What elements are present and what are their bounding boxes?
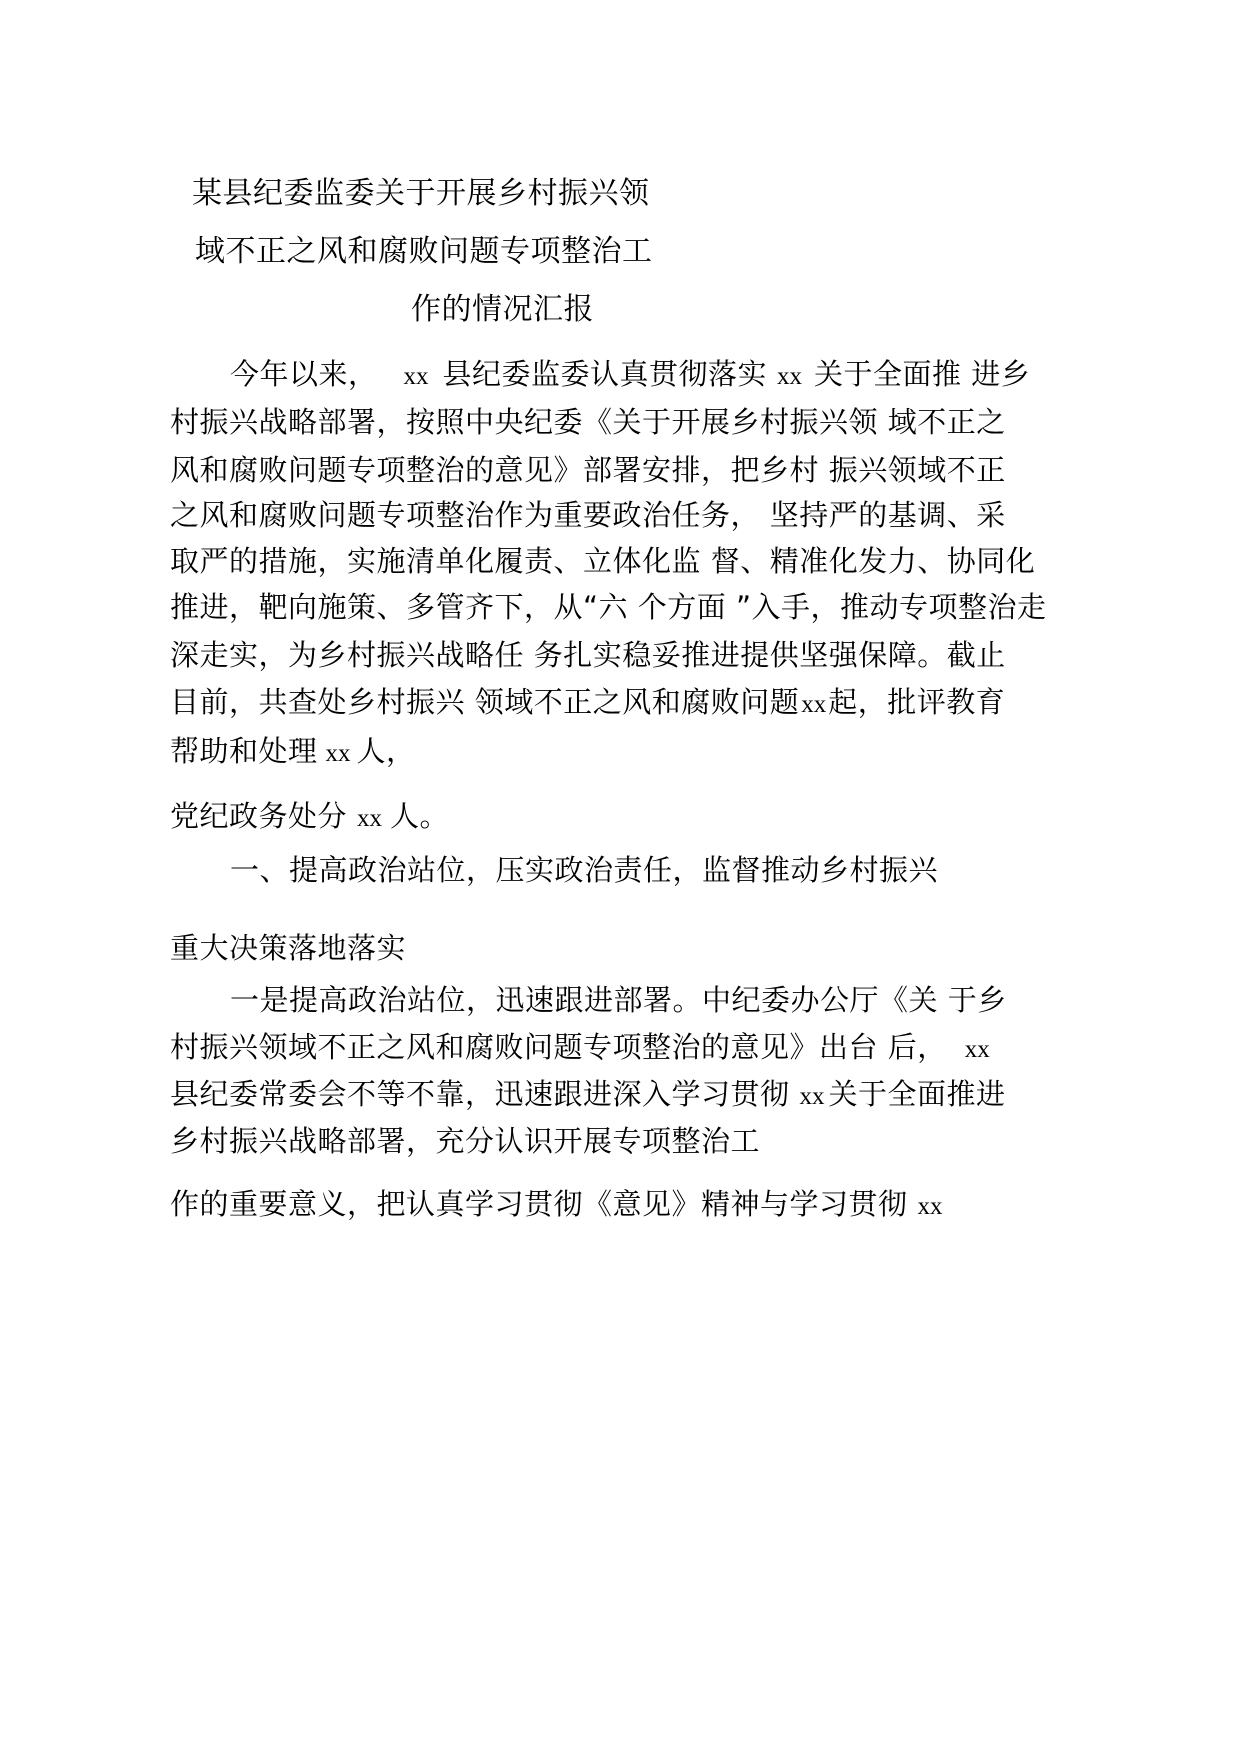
para1-text: 作的重要意义，把认真学习贯彻《意见》精神与学习贯彻 [170,1187,908,1221]
para1-line-2 [170,1029,990,1068]
title-line-3: 作的情况汇报 [411,292,594,327]
intro-line-9 [170,733,416,772]
placeholder-xx: xx [777,363,803,390]
section-heading-line-2: 重大决策落地落实 [170,931,407,965]
intro-line-5: 取严的措施，实施清单化履责、立体化监 督、精准化发力、协同化 [170,544,1036,578]
intro-text: 帮助和处理 [170,734,318,768]
placeholder-xx: xx [357,805,383,832]
intro-text: 关于全面推 进乡 [814,357,1031,391]
para1-text: 县纪委常委会不等不靠，迅速跟进深入学习贯彻 [170,1077,790,1111]
intro-line-6: 推进，靶向施策、多管齐下，从“六 个方面 ”入手，推动专项整治走 [170,590,1047,624]
intro-line-7: 深走实，为乡村振兴战略任 务扎实稳妥推进提供坚强保障。截止 [170,638,1006,672]
para1-line-5 [170,1186,943,1225]
intro-text: 县纪委监委认真贯彻落实 [442,357,768,391]
intro-line-10 [170,798,449,837]
para1-text: 村振兴领域不正之风和腐败问题专项整治的意见》出台 后， [170,1030,947,1064]
intro-line-2: 村振兴战略部署，按照中央纪委《关于开展乡村振兴领 域不正之 [170,405,1006,439]
placeholder-xx: xx [964,1036,990,1063]
intro-line-3: 风和腐败问题专项整治的意见》部署安排，把乡村 振兴领域不正 [170,453,1006,487]
intro-line-4: 之风和腐败问题专项整治作为重要政治任务， 坚持严的基调、采 [170,498,1006,532]
intro-text: 目前，共查处乡村振兴 领域不正之风和腐败问题 [170,685,800,719]
para1-line-1: 一是提高政治站位，迅速跟进部署。中纪委办公厅《关 于乡 [230,983,1007,1017]
placeholder-xx: xx [917,1193,943,1220]
intro-text: 起，批评教育 [828,685,1006,719]
para1-line-4: 乡村振兴战略部署，充分认识开展专项整治工 [170,1124,761,1158]
title-line-1: 某县纪委监委关于开展乡村振兴领 [192,176,650,211]
intro-text: 人。 [390,799,450,833]
intro-line-1 [230,356,1030,395]
para1-text: 关于全面推进 [828,1077,1006,1111]
title-line-2: 域不正之风和腐败问题专项整治工 [195,234,653,269]
placeholder-xx: xx [801,691,827,718]
para1-line-3 [170,1076,1006,1115]
intro-line-8 [170,684,1005,723]
intro-text: 人， [356,734,416,768]
section-heading-line-1: 一、提高政治站位，压实政治责任，监督推动乡村振兴 [230,853,939,887]
placeholder-xx: xx [325,740,351,767]
intro-text: 党纪政务处分 [170,799,348,833]
placeholder-xx: xx [403,363,429,390]
intro-text: 今年以来， [230,357,378,391]
placeholder-xx: xx [799,1083,825,1110]
